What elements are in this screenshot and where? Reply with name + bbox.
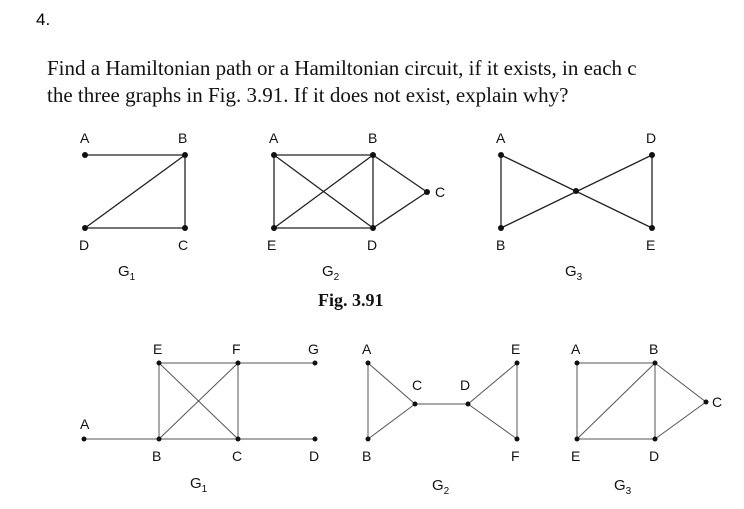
edge-d-c [655,402,706,439]
vertex-label: E [267,237,277,253]
vertex-d [466,402,471,407]
graph-label: $G_3$ [565,263,583,283]
vertex-label: A [80,130,90,146]
vertex-label: D [79,237,90,253]
vertex-label: B [362,448,372,464]
vertex-label: E [646,237,656,253]
vertex-label: B [496,237,506,253]
vertex-c [413,402,418,407]
edge-d-b [85,155,185,228]
vertex-b [366,437,371,442]
edge-b-c [655,363,706,402]
vertex-d [653,437,658,442]
vertex-c [704,400,709,405]
vertex-b [182,152,188,158]
vertex-d [370,225,376,231]
vertex-d [82,225,88,231]
vertex-a [366,361,371,366]
problem-line-2: the three graphs in Fig. 3.91. If it does not exist, explain why? [47,83,569,107]
graph-label: $G_1$ [118,263,136,283]
edge-d-f [468,404,517,439]
bottom-graph-g2 [368,363,517,439]
vertex-label: D [367,237,378,253]
vertex-e [271,225,277,231]
edge-a-c [368,363,415,404]
question-number: 4. [36,10,51,29]
bottom-graph-g3 [577,363,706,439]
vertex-label: E [571,448,581,464]
vertex-label: D [646,130,657,146]
graph-label: $G_3$ [614,477,632,497]
bottom-graph-g1 [84,363,315,439]
edge-d-c [373,192,427,228]
vertex-f [236,361,241,366]
vertex-a [498,152,504,158]
bottom-g2-vertices [366,361,520,442]
edge-b-c [368,404,415,439]
vertex-label: B [368,130,378,146]
vertex-label: F [232,341,241,357]
vertex-g [313,361,318,366]
vertex-label: D [460,377,471,393]
vertex-label: G [308,341,319,357]
vertex-b [653,361,658,366]
graph-label: $G_1$ [190,475,208,495]
vertex-label: D [309,448,320,464]
vertex-label: A [80,416,90,432]
vertex-label: C [232,448,243,464]
vertex-c [182,225,188,231]
bottom-g1-vertices [82,361,318,442]
vertex-label: A [269,130,279,146]
vertex-b [498,225,504,231]
vertex-label: B [178,130,188,146]
top-g3-vertices [498,152,655,231]
vertex-label: A [571,341,581,357]
graph-label: $G_2$ [432,477,450,497]
vertex-b [157,437,162,442]
vertex-label: A [362,341,372,357]
problem-line-1: Find a Hamiltonian path or a Hamiltonian circuit, if it exists, in each c [47,56,637,80]
edge-e-b [577,363,655,439]
figure-caption: Fig. 3.91 [318,290,384,310]
edge-d-e [468,363,517,404]
vertex-d [313,437,318,442]
vertex-b [370,152,376,158]
graph-label: $G_2$ [322,263,340,283]
vertex-label: C [412,377,423,393]
vertex-label: C [435,184,446,200]
vertex-label: B [649,341,659,357]
vertex-e [157,361,162,366]
vertex-label: B [152,448,162,464]
vertex-f [515,437,520,442]
vertex-a [575,361,580,366]
vertex-center [573,188,579,194]
vertex-c [424,189,430,195]
vertex-d [649,152,655,158]
vertex-label: C [712,394,723,410]
vertex-a [271,152,277,158]
vertex-c [236,437,241,442]
top-graph-g1 [85,155,185,228]
vertex-e [649,225,655,231]
top-g2-vertices [271,152,430,231]
vertex-label: F [511,448,520,464]
vertex-label: E [511,341,521,357]
bottom-g3-vertices [575,361,709,442]
vertex-label: D [649,448,660,464]
vertex-e [575,437,580,442]
vertex-label: A [496,130,506,146]
edge-b-c [373,155,427,192]
vertex-label: E [153,341,163,357]
vertex-e [515,361,520,366]
top-graph-g2 [274,155,427,228]
vertex-label: C [178,237,189,253]
vertex-a [82,437,87,442]
vertex-a [82,152,88,158]
